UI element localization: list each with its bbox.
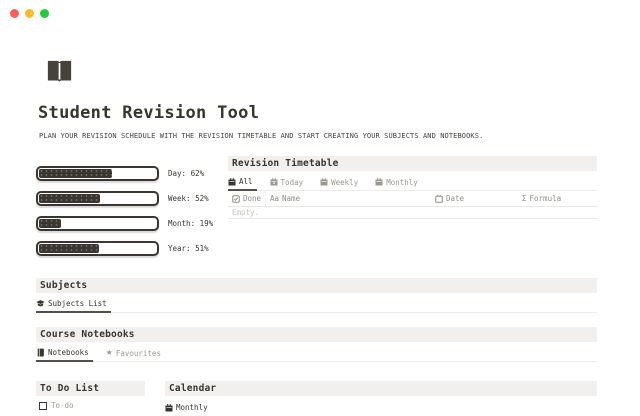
tab-label: Weekly <box>331 177 359 187</box>
timetable-empty-state: Empty. <box>228 207 597 219</box>
column-name[interactable] <box>266 191 431 206</box>
tab-label: Monthly <box>386 177 418 187</box>
text-icon: Aa <box>270 193 280 203</box>
checkbox-icon <box>232 195 240 203</box>
page-title: Student Revision Tool <box>38 103 260 123</box>
column-label: Done <box>243 194 262 203</box>
tab-label: Favourites <box>115 348 161 358</box>
progress-label: Week: 52% <box>168 194 209 203</box>
progress-bar <box>36 241 159 256</box>
top-row <box>36 156 597 265</box>
progress-day <box>36 165 228 182</box>
column-label: Name <box>282 194 301 203</box>
minimize-button[interactable] <box>25 9 34 18</box>
calendar-icon <box>320 178 328 186</box>
progress-bar-fill <box>39 219 61 228</box>
revision-timetable-title: Revision Timetable <box>228 156 597 171</box>
subjects-title: Subjects <box>36 278 597 293</box>
todo-checkbox[interactable] <box>39 402 47 410</box>
bottom-row <box>36 381 597 416</box>
tab-monthly[interactable] <box>375 174 422 190</box>
tab-label: Today <box>280 177 304 187</box>
open-book-icon[interactable] <box>44 57 75 88</box>
calendar-section <box>165 381 597 416</box>
progress-year <box>36 240 228 257</box>
todo-title: To Do List <box>36 381 145 396</box>
star-icon: ★ <box>105 348 113 357</box>
progress-bar-fill <box>39 194 100 203</box>
calendar-icon <box>435 195 443 203</box>
column-date[interactable] <box>431 191 518 206</box>
progress-bar-fill <box>39 169 112 178</box>
progress-week <box>36 190 228 207</box>
tab-label: All <box>239 177 253 186</box>
column-done[interactable] <box>228 191 266 206</box>
column-formula[interactable] <box>518 191 597 206</box>
close-button[interactable] <box>10 9 19 18</box>
page-content <box>36 0 597 416</box>
tab-calendar-monthly[interactable] <box>165 399 212 416</box>
tab-all[interactable] <box>228 174 257 191</box>
tab-favourites[interactable] <box>106 345 165 361</box>
tab-label: Notebooks <box>48 348 89 357</box>
notebook-icon <box>36 348 45 357</box>
column-label: Date <box>446 194 465 203</box>
subjects-tabs <box>36 296 597 313</box>
calendar-icon <box>228 178 236 186</box>
timetable-view-tabs <box>228 174 597 191</box>
tab-subjects-list[interactable] <box>36 296 111 313</box>
revision-timetable-section <box>228 156 597 265</box>
todo-item[interactable] <box>39 401 145 410</box>
progress-label: Year: 51% <box>168 244 209 253</box>
page-description: PLAN YOUR REVISION SCHEDULE WITH THE REVISION TIMETABLE AND START CREATING YOUR SUBJECTS AND NOTEBOOKS. <box>39 132 484 140</box>
notebooks-tabs <box>36 345 597 362</box>
progress-bar-fill <box>39 244 99 253</box>
progress-bar <box>36 191 159 206</box>
tab-label: Subjects List <box>48 299 107 308</box>
tab-today[interactable] <box>270 174 308 190</box>
tab-weekly[interactable] <box>320 174 362 190</box>
calendar-tabs <box>165 399 597 416</box>
timetable-column-headers <box>228 191 597 207</box>
progress-month <box>36 215 228 232</box>
progress-label: Month: 19% <box>168 219 214 228</box>
calendar-today-icon <box>270 178 278 186</box>
calendar-icon <box>165 404 173 412</box>
todo-section <box>36 381 145 416</box>
progress-bar <box>36 166 159 181</box>
graduation-cap-icon <box>36 299 45 308</box>
progress-widgets <box>36 156 228 265</box>
tab-label: Monthly <box>176 403 208 412</box>
subjects-section <box>36 278 597 313</box>
sigma-icon: Σ <box>522 193 527 203</box>
todo-item-label: To-do <box>51 401 74 410</box>
column-label: Formula <box>529 194 562 203</box>
calendar-title: Calendar <box>165 381 597 396</box>
progress-label: Day: 62% <box>168 169 205 178</box>
tab-notebooks[interactable] <box>36 345 93 362</box>
course-notebooks-section <box>36 327 597 362</box>
progress-bar <box>36 216 159 231</box>
course-notebooks-title: Course Notebooks <box>36 327 597 342</box>
calendar-icon <box>375 178 383 186</box>
